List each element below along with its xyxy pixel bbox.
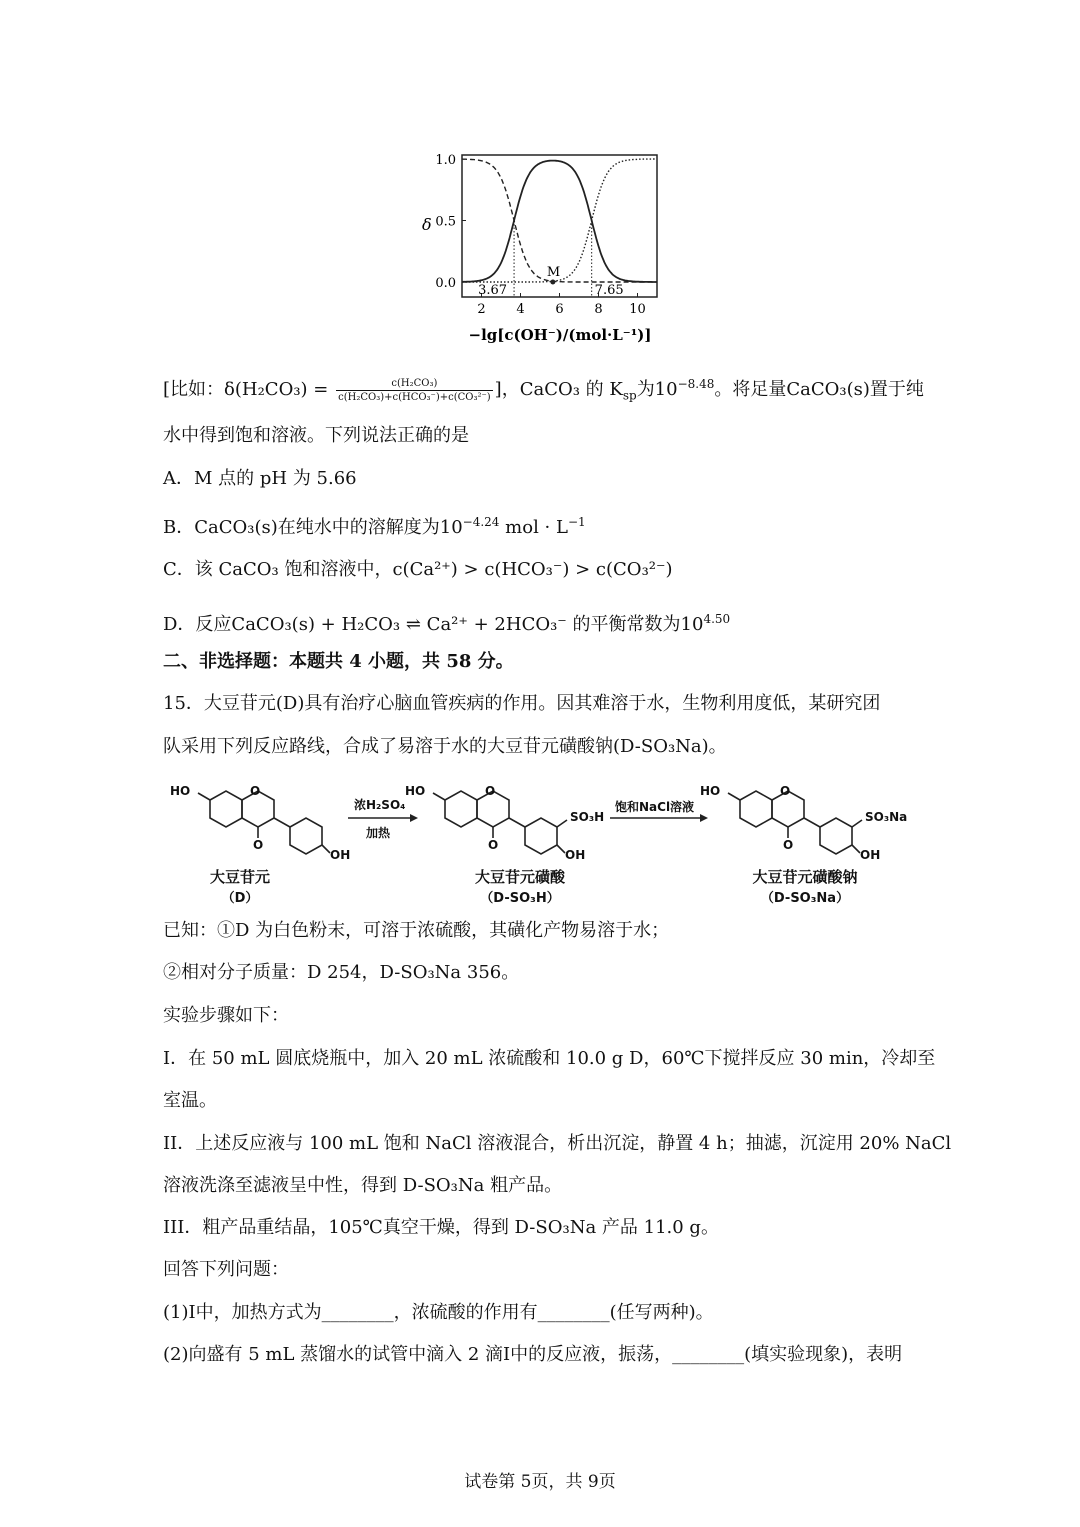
mol3-name: 大豆苷元磺酸钠 [752,868,858,886]
ksp-value-text: 为10 [636,379,678,400]
option-d [163,607,730,637]
reaction-scheme [160,770,920,910]
x-tick-label: 2 [477,302,486,317]
y-tick-label: 1.0 [435,153,456,168]
mol1-carbonyl-o: O [253,838,264,852]
known-1: 已知：①D 为白色粉末，可溶于浓硫酸，其磺化产物易溶于水； [163,920,670,941]
x-tick-label: 6 [555,302,564,317]
series-line-solid [462,161,657,282]
step-2-line2: 溶液洗涤至滤液呈中性，得到 D-SO₃Na 粗产品。 [163,1175,563,1196]
option-c: C．该 CaCO₃ 饱和溶液中，c(Ca²⁺) > c(HCO₃⁻) > c(CO₃²⁻) [163,559,673,580]
mol2-code: （D-SO₃H） [480,891,560,906]
annotation-label-1: 3.67 [478,283,508,298]
molecule-dso3na-structure [728,791,862,854]
mol1-label [190,866,290,906]
y-axis-label: δ [422,215,432,234]
q14-ratio-line [163,372,924,408]
mol2-oh: OH [565,848,586,862]
mol3-code: （D-SO₃Na） [760,891,850,906]
mol2-label [455,866,585,906]
x-axis-label: −lg[c(OH⁻)/(mol·L⁻¹)] [468,326,652,344]
mol1-name: 大豆苷元 [209,868,270,886]
mol2-ring-o: O [485,784,496,798]
step-1-line1: I．在 50 mL 圆底烧瓶中，加入 20 mL 浓硫酸和 10.0 g D，60℃下搅拌反应 30 min，冷却至 [163,1048,936,1069]
option-b-unit-exponent: −1 [567,515,586,529]
q14-line2: 水中得到饱和溶液。下列说法正确的是 [163,425,469,446]
mol2-carbonyl-o: O [488,838,499,852]
point-m-label: M [546,265,561,280]
ksp-sub: sp [622,388,637,403]
arrow1-reagent: 浓H₂SO₄ [354,798,406,812]
arrow-2-head [700,814,708,822]
page-footer: 试卷第 5页，共 9页 [464,1472,616,1492]
x-tick-label: 4 [516,302,525,317]
ksp-text: ]，CaCO₃ 的 K [494,379,623,400]
mol3-ring-o: O [780,784,791,798]
known-2: ②相对分子质量：D 254，D-SO₃Na 356。 [163,962,520,983]
mol3-ho: HO [700,784,721,798]
point-m-marker [550,280,555,285]
q15-intro-line1: 15．大豆苷元(D)具有治疗心脑血管疾病的作用。因其难溶于水，生物利用度低，某研究团 [163,693,881,714]
mol3-so3na: SO₃Na [865,810,908,824]
step-3: III．粗产品重结晶，105℃真空干燥，得到 D-SO₃Na 产品 11.0 g。 [163,1217,719,1238]
mol3-label [730,866,880,906]
mol1-oh: OH [330,848,351,862]
option-d-text: D．反应CaCO₃(s) + H₂CO₃ ⇌ Ca²⁺ + 2HCO₃⁻ 的平衡常数为10 [163,614,704,635]
option-b [163,510,586,540]
delta-fraction [336,377,493,404]
molecule-dso3h-structure [433,791,567,854]
fraction-numerator: c(H₂CO₃) [336,377,493,391]
fraction-denominator: c(H₂CO₃)+c(HCO₃⁻)+c(CO₃²⁻) [338,391,491,403]
option-b-unit: mol · L [499,517,568,538]
mol3-oh: OH [860,848,881,862]
sub-question-1: (1)I中，加热方式为________，浓硫酸的作用有________(任写两种)。 [163,1302,714,1323]
y-tick-label: 0.0 [435,276,456,291]
q15-intro-line2: 队采用下列反应路线，合成了易溶于水的大豆苷元磺酸钠(D-SO₃Na)。 [163,736,727,757]
x-tick-label: 10 [629,302,646,317]
q14-line1-tail: 。将足量CaCO₃(s)置于纯 [714,379,924,400]
section-heading: 二、非选择题：本题共 4 小题，共 58 分。 [163,651,514,672]
mol1-ho: HO [170,784,191,798]
ksp-exponent: −8.48 [677,377,715,391]
series-line-dashed [462,159,657,282]
option-d-exponent: 4.50 [703,612,731,626]
answer-title: 回答下列问题： [163,1259,289,1280]
molecule-d-structure [198,791,330,854]
arrow-1-head [410,814,418,822]
x-tick-label: 8 [594,302,603,317]
distribution-chart [410,140,670,350]
arrow1-condition: 加热 [366,826,391,840]
arrow2-reagent: 饱和NaCl溶液 [615,800,695,814]
series-line-dotted [462,159,657,282]
mol1-ring-o: O [250,784,261,798]
option-b-text: B．CaCO₃(s)在纯水中的溶解度为10 [163,517,463,538]
distribution-chart-svg [410,140,670,350]
sub-question-2: (2)向盛有 5 mL 蒸馏水的试管中滴入 2 滴I中的反应液，振荡，________(填实验现象)，表明 [163,1344,903,1365]
option-a: A．M 点的 pH 为 5.66 [163,468,357,489]
mol3-carbonyl-o: O [783,838,794,852]
mol1-code: （D） [221,891,259,906]
y-tick-label: 0.5 [435,214,456,230]
annotation-label-2: 7.65 [594,283,624,298]
steps-title: 实验步骤如下： [163,1005,289,1026]
step-1-line2: 室温。 [163,1090,217,1111]
option-b-exponent: −4.24 [462,515,500,529]
delta-def-text: [比如：δ(H₂CO₃) = [163,379,329,400]
mol2-name: 大豆苷元磺酸 [474,868,565,886]
step-2-line1: II．上述反应液与 100 mL 饱和 NaCl 溶液混合，析出沉淀，静置 4 h；抽滤，沉淀用 20% NaCl [163,1133,952,1154]
mol2-so3h: SO₃H [570,810,605,824]
mol2-ho: HO [405,784,426,798]
